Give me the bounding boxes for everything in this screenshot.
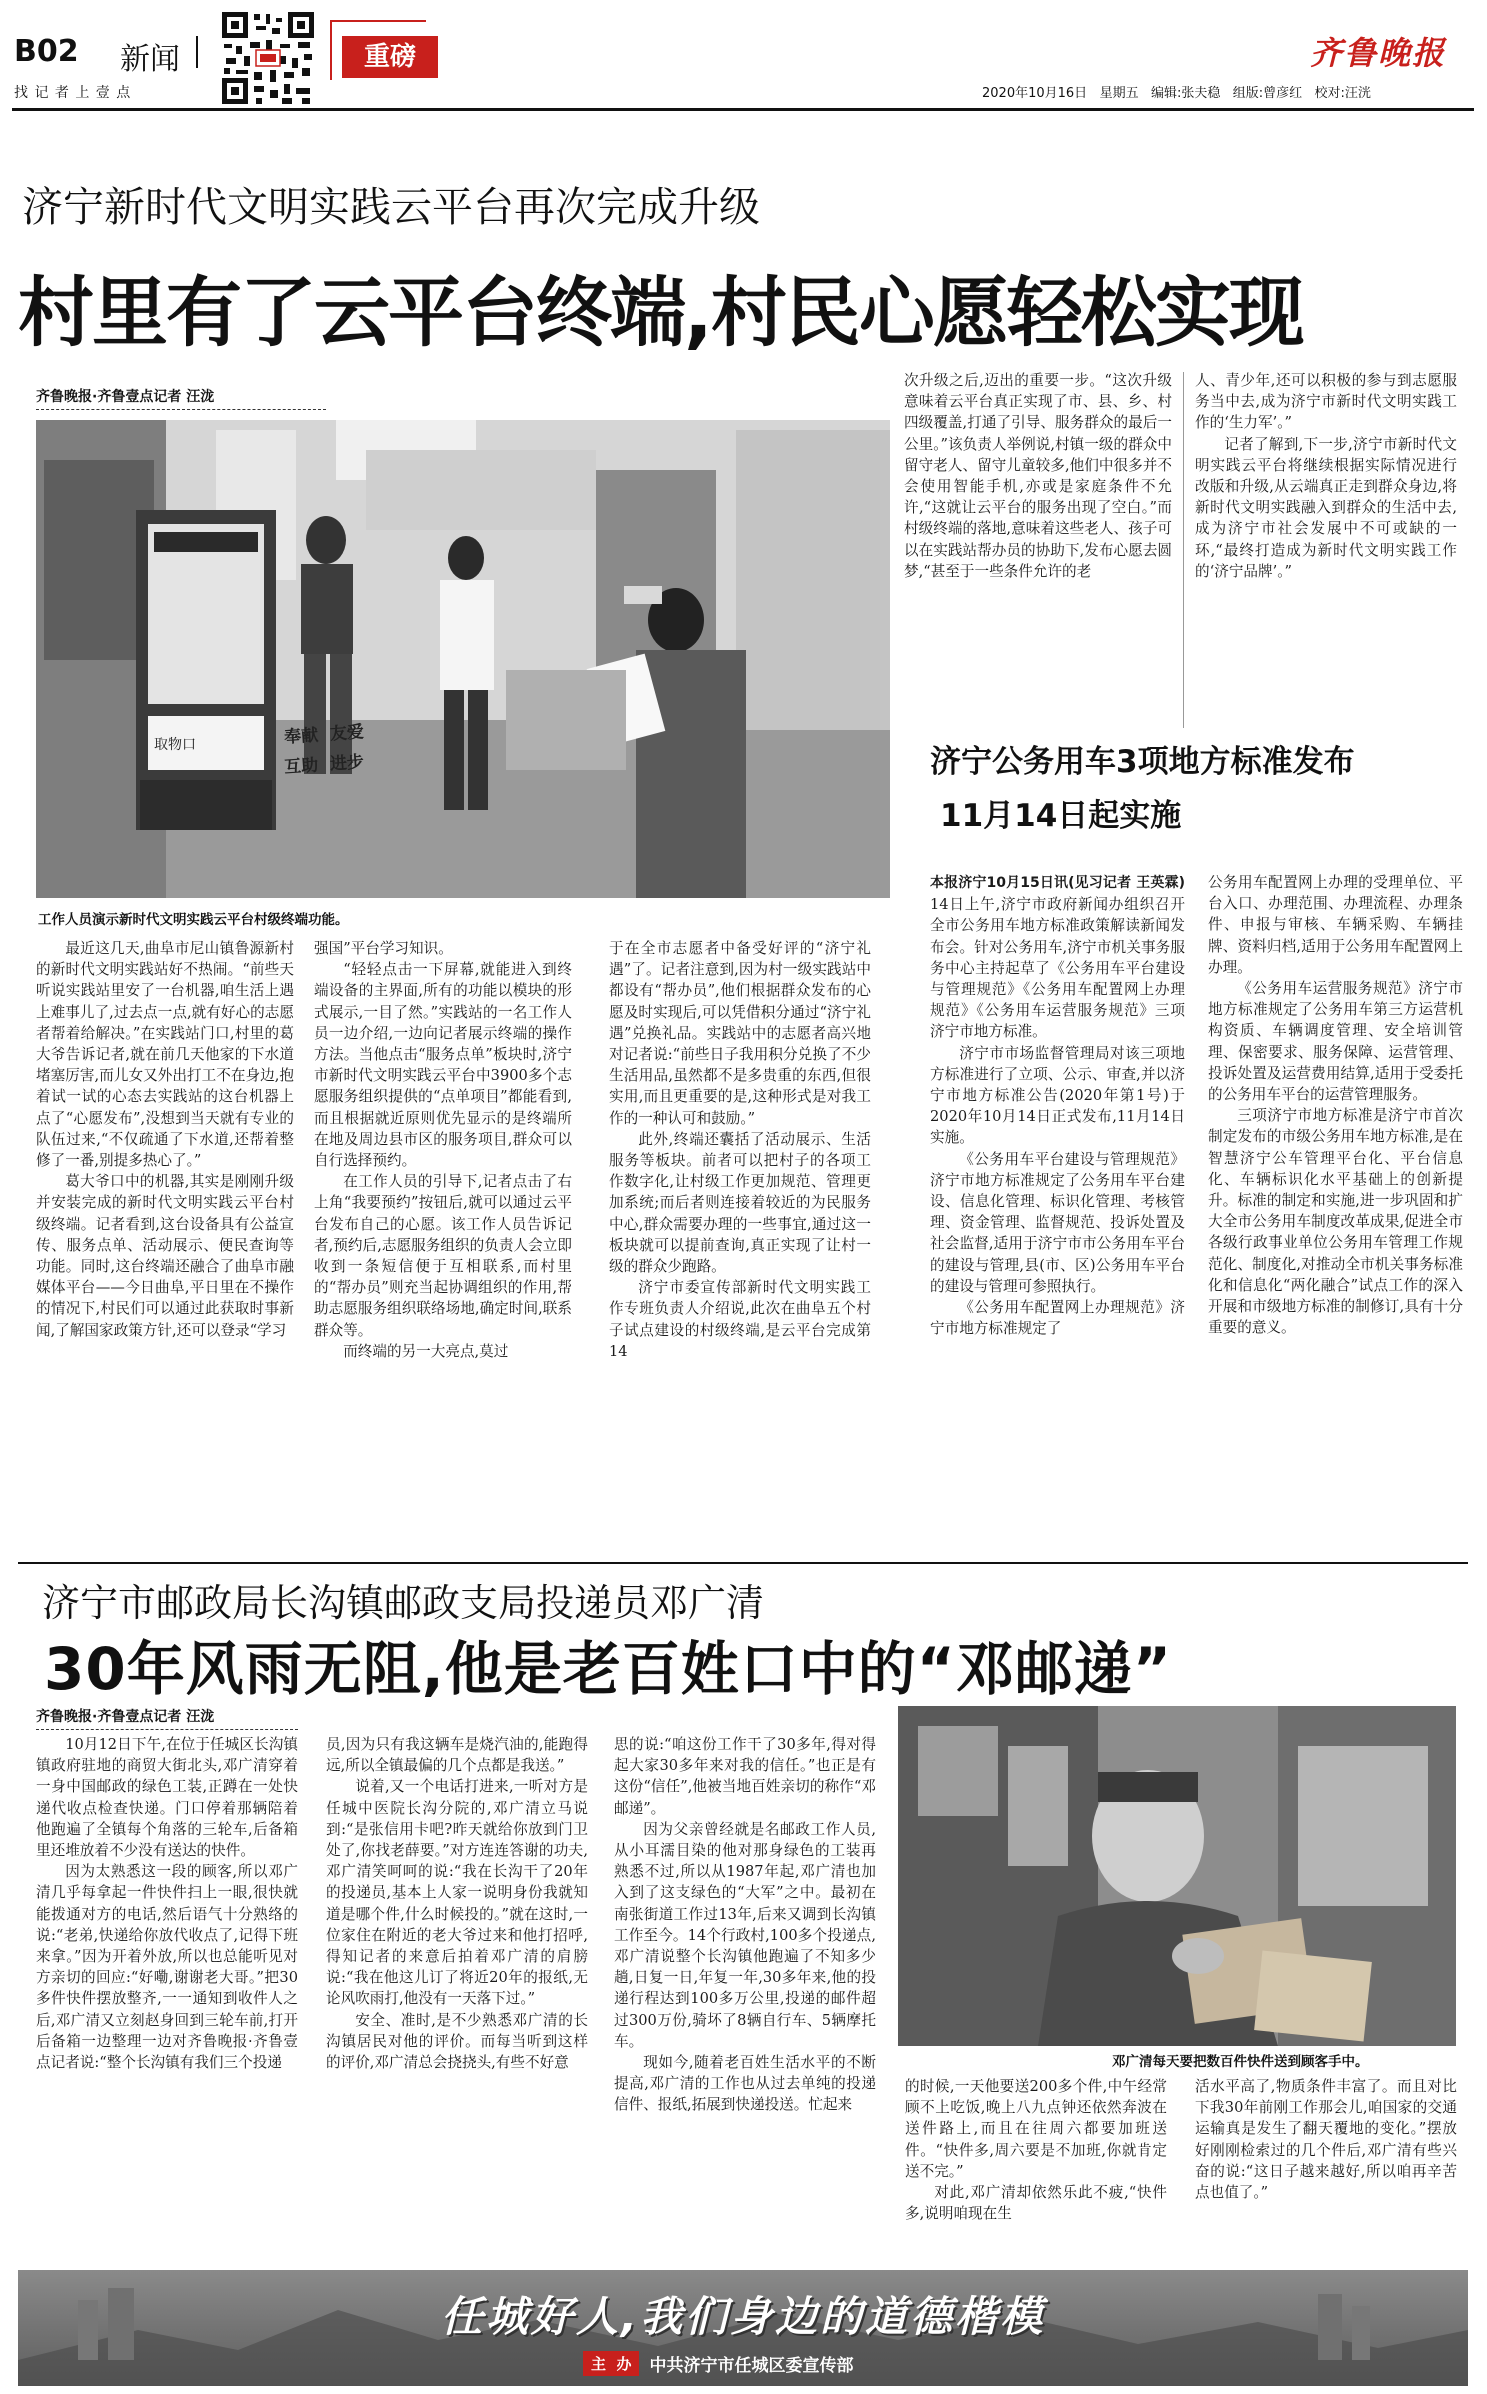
article2-col2-p3: 三项济宁市地方标准是济宁市首次制定发布的市级公务用车地方标准,是在智慧济宁公车管理平台化、平台信息化、车辆标识化水平基础上的创新提升。标准的制定和实施,进一步巩固和扩大全市公务用车制度改革成果,促进全市各级行政事业单位公务用车管理工作规范化、制度化,对推动全市机关事务标准化和信息化“两化融合”试点工作的深入开展和市级地方标准的制修订,具有十分重要的意义。 bbox=[1208, 1107, 1463, 1337]
article1-col1-p2: 葛大爷口中的机器,其实是刚刚升级并安装完成的新时代文明实践云平台村级终端。记者看到,这台设备具有公益宣传、服务点单、活动展示、便民查询等功能。同时,这台终端还融合了曲阜市融媒体平台——今日曲阜,平日里在不操作的情况下,村民们可以通过此获取时事新闻,了解国家政策方针,还可以登录“学习 bbox=[36, 1173, 294, 1339]
article3-photo bbox=[898, 1706, 1456, 2046]
article1-col3-p2: 此外,终端还囊括了活动展示、生活服务等板块。前者可以把村子的各项工作数字化,让村级工作更加规范、管理更加系统;而后者则连接着较近的为民服务中心,群众需要办理的一些事宜,通过这一板块就可以提前查询,真正实现了让村一级的群众少跑路。 bbox=[609, 1130, 871, 1276]
article3-col1-p2: 因为太熟悉这一段的顾客,所以邓广清几乎每拿起一件快件扫上一眼,很快就能拨通对方的电话,然后语气十分熟络的说:“老弟,快递给你放代收点了,记得下班来拿。”因为开着外放,所以也总能听见对方亲切的回应:“好嘞,谢谢老大哥。”把30多件快件摆放整齐,一一通知到收件人之后,邓广清又立刻赵身回到三轮车前,打开后备箱一边整理一边对齐鲁晚报·齐鲁壹点记者说:“整个长沟镇有我们三个投递 bbox=[36, 1863, 298, 2072]
article1-right-col2 bbox=[1195, 370, 1457, 732]
article3-col1 bbox=[36, 1734, 298, 2254]
page-number: B02 bbox=[14, 34, 79, 69]
section-name: 新闻 bbox=[120, 42, 180, 77]
article3-photo-caption: 邓广清每天要把数百件快件送到顾客手中。 bbox=[1112, 2054, 1369, 2070]
article2-lead bbox=[930, 872, 1185, 1043]
article3-col5 bbox=[1195, 2076, 1457, 2256]
article3-col2-p3: 安全、准时,是不少熟悉邓广清的长沟镇居民对他的评价。而每当听到这样的评价,邓广清总会挠挠头,有些不好意 bbox=[326, 2011, 588, 2072]
article1-col3-p3: 济宁市委宣传部新时代文明实践工作专班负责人介绍说,此次在曲阜五个村子试点建设的村级终端,是云平台完成第14 bbox=[609, 1279, 871, 1360]
article1-photo bbox=[36, 420, 890, 898]
article1-col3 bbox=[609, 938, 871, 1558]
article2-col2-p1: 公务用车配置网上办理的受理单位、平台入口、办理范围、办理流程、办理条件、申报与审核、车辆采购、车辆挂牌、资料归档,适用于公务用车配置网上办理。 bbox=[1208, 874, 1463, 976]
kiosk-slot-label: 取物口 bbox=[154, 737, 196, 753]
column-divider bbox=[1183, 372, 1184, 728]
article1-headline: 村里有了云平台终端,村民心愿轻松实现 bbox=[18, 268, 1303, 357]
kiosk-sign-1: 奉献 友爱 bbox=[283, 722, 365, 748]
article1-col2-p1: 强国”平台学习知识。 bbox=[314, 940, 453, 957]
article1-col2-p3: 在工作人员的引导下,记者点击了右上角“我要预约”按钮后,就可以通过云平台发布自己的心愿。该工作人员告诉记者,预约后,志愿服务组织的负责人会立即收到一条短信便于互相联系,而村里的“帮办员”则充当起协调组织的作用,帮助志愿服务组织联络场地,确定时间,联系群众等。 bbox=[314, 1173, 572, 1339]
sponsor-name: 中共济宁市任城区委宣传部 bbox=[649, 2355, 854, 2376]
article1-col3-p1: 于在全市志愿者中备受好评的“济宁礼遇”了。记者注意到,因为村一级实践站中都设有“帮办员”,他们根据群众发布的心愿及时实现后,可以凭借积分通过“济宁礼遇”兑换礼品。实践站中的志愿者高兴地对记者说:“前些日子我用积分兑换了不少生活用品,虽然都不是多贵重的东西,但很实用,而且更重要的是,这种形式是对我工作的一种认可和鼓励。” bbox=[609, 940, 871, 1127]
article3-col2-p1: 员,因为只有我这辆车是烧汽油的,能跑得远,所以全镇最偏的几个点都是我送。” bbox=[326, 1736, 588, 1775]
article3-col5-p1: 活水平高了,物质条件丰富了。而且对比下我30年前刚工作那会儿,咱国家的交通运输真是发生了翻天覆地的变化。”摆放好刚刚检索过的几个件后,邓广清有些兴奋的说:“这日子越来越好,所以咱再辛苦点也值了。” bbox=[1195, 2078, 1457, 2202]
article1-right-col2-p1: 人、青少年,还可以积极的参与到志愿服务当中去,成为济宁市新时代文明实践工作的‘生力军’。” bbox=[1195, 372, 1457, 432]
article1-photo-caption: 工作人员演示新时代文明实践云平台村级终端功能。 bbox=[38, 912, 349, 928]
section-divider bbox=[18, 1562, 1468, 1564]
article1-kicker: 济宁新时代文明实践云平台再次完成升级 bbox=[22, 183, 760, 231]
article3-col4 bbox=[905, 2076, 1167, 2256]
masthead-slogan: 找 记 者 上 壹 点 bbox=[14, 85, 132, 101]
article2-col1-p1: 14日上午,济宁市政府新闻办组织召开全市公务用车地方标准政策解读新闻发布会。针对公务用车,济宁市机关事务服务中心主持起草了《公务用车平台建设与管理规范》《公务用车配置网上办理规范》《公务用车运营服务规范》三项济宁市地方标准。 bbox=[930, 896, 1185, 1041]
masthead bbox=[0, 0, 1487, 112]
kiosk-sign-2: 互助 进步 bbox=[283, 752, 365, 778]
article3-col3-p3: 现如今,随着老百姓生活水平的不断提高,邓广清的工作也从过去单纯的投递信件、报纸,拓展到快递投送。忙起来 bbox=[614, 2054, 876, 2114]
article3-col4-p2: 对此,邓广清却依然乐此不疲,“快件多,说明咱现在生 bbox=[905, 2184, 1167, 2223]
article3-col2 bbox=[326, 1734, 588, 2254]
footer-banner-title: 任城好人,我们身边的道德楷模 bbox=[441, 2292, 1045, 2341]
article2-col2 bbox=[1208, 872, 1463, 1558]
qr-code-icon[interactable] bbox=[220, 10, 316, 106]
masthead-divider bbox=[196, 36, 198, 68]
article2-dateline: 本报济宁10月15日讯(见习记者 王英霖) bbox=[930, 875, 1185, 891]
article3-col1-p1: 10月12日下午,在位于任城区长沟镇镇政府驻地的商贸大街北头,邓广清穿着一身中国邮政的绿色工装,正蹲在一处快递代收点检查快递。门口停着那辆陪着他跑遍了全镇每个角落的三轮车,后备箱里还堆放着不少没有送达的快件。 bbox=[36, 1736, 298, 1860]
article3-col3 bbox=[614, 1734, 876, 2254]
article3-col3-p2: 因为父亲曾经就是名邮政工作人员,从小耳濡目染的他对那身绿色的工装再熟悉不过,所以从1987年起,邓广清也加入到了这支绿色的“大军”之中。最初在南张街道工作过13年,后来又调到长沟镇工作至今。14个行政村,100多个投递点,邓广清说整个长沟镇他跑遍了不知多少趟,日复一日,年复一年,30多年来,他的投递行程达到100多万公里,投递的邮件超过300万份,骑坏了8辆自行车、5辆摩托车。 bbox=[614, 1820, 876, 2050]
sponsor-label: 主 办 bbox=[583, 2351, 639, 2376]
article3-col2-p2: 说着,又一个电话打进来,一听对方是任城中医院长沟分院的,邓广清立马说到:“是张信用卡吧?昨天就给你放到门卫处了,你找老薛要。”对方连连答谢的功夫,邓广清笑呵呵的说:“我在长沟干了20年的投递员,基本上人家一说明身份我就知道是哪个件,什么时候投的。”就在这时,一位家住在附近的老大爷过来和他打招呼,得知记者的来意后拍着邓广清的肩膀说:“我在他这儿订了将近20年的报纸,无论风吹雨打,他没有一天落下过。” bbox=[326, 1778, 588, 2008]
feature-tag: 重磅 bbox=[342, 36, 438, 78]
article1-right-col1: 次升级之后,迈出的重要一步。“这次升级意味着云平台真正实现了市、县、乡、村四级覆盖,打通了引导、服务群众的最后一公里。”该负责人举例说,村镇一级的群众中留守老人、留守儿童较多,他们中很多并不会使用智能手机,亦或是家庭条件不允许,“这就让云平台的服务出现了空白。”而村级终端的落地,意味着这些老人、孩子可以在实践站帮办员的协助下,发布心愿去圆梦,“甚至于一些条件允许的老 bbox=[904, 372, 1172, 580]
masthead-rule bbox=[12, 108, 1474, 111]
article1-col1 bbox=[36, 938, 294, 1558]
sponsor-line bbox=[583, 2350, 853, 2376]
article1-right-col2-p2: 记者了解到,下一步,济宁市新时代文明实践云平台将继续根据实际情况进行改版和升级,从云端真正走到群众身边,将新时代文明实践融入到群众的生活中去,成为济宁市社会发展中不可或缺的一环,“最终打造成为新时代文明实践工作的‘济宁品牌’。” bbox=[1195, 435, 1457, 580]
article1-col2 bbox=[314, 938, 572, 1558]
article2-headline-line1: 济宁公务用车3项地方标准发布 bbox=[930, 744, 1355, 780]
article1-col2-p2: “轻轻点击一下屏幕,就能进入到终端设备的主界面,所有的功能以模块的形式展示,一目了然。”实践站的一名工作人员一边介绍,一边向记者展示终端的操作方法。当他点击“服务点单”板块时,济宁市新时代文明实践云平台中3900多个志愿服务组织提供的“点单项目”都能看到,而且根据就近原则优先显示的是终端所在地及周边县市区的服务项目,群众可以自行选择预约。 bbox=[314, 961, 572, 1170]
article3-kicker: 济宁市邮政局长沟镇邮政支局投递员邓广清 bbox=[42, 1581, 765, 1625]
article3-col3-p1: 思的说:“咱这份工作干了30多年,得对得起大家30多年来对我的信任。”也正是有这份“信任”,他被当地百姓亲切的称作“邓邮递”。 bbox=[614, 1736, 876, 1817]
article1-byline: 齐鲁晚报·齐鲁壹点记者 汪泷 bbox=[36, 386, 326, 410]
article2-headline-line2: 11月14日起实施 bbox=[940, 798, 1182, 834]
article2-col1-p2: 济宁市市场监督管理局对该三项地方标准进行了立项、公示、审查,并以济宁市地方标准公告(2020年第1号)于2020年10月14日正式发布,11月14日实施。 bbox=[930, 1044, 1185, 1147]
article2-col1-p4: 《公务用车配置网上办理规范》济宁市地方标准规定了 bbox=[930, 1299, 1185, 1338]
article2-col1-p3: 《公务用车平台建设与管理规范》济宁市地方标准规定了公务用车平台建设、信息化管理、标识化管理、考核管理、资金管理、监督规范、投诉处置及社会监督,适用于济宁市市公务用车平台的建设与管理,县(市、区)公务用车平台的建设与管理可参照执行。 bbox=[930, 1150, 1185, 1295]
article2-col2-p2: 《公务用车运营服务规范》济宁市地方标准规定了公务用车第三方运营机构资质、车辆调度管理、安全培训管理、保密要求、服务保障、运营管理、投诉处置及运营费用结算,适用于受委托的公务用车平台的运营管理服务。 bbox=[1208, 980, 1463, 1104]
article1-col2-p4: 而终端的另一大亮点,莫过 bbox=[343, 1342, 509, 1360]
article3-byline: 齐鲁晚报·齐鲁壹点记者 汪泷 bbox=[36, 1706, 298, 1730]
issue-meta: 2020年10月16日 星期五 编辑:张夫稳 组版:曾彦红 校对:汪洸 bbox=[982, 86, 1371, 101]
article1-col1-p1: 最近这几天,曲阜市尼山镇鲁源新村的新时代文明实践站好不热闹。“前些天听说实践站里安了一台机器,咱生活上遇上难事儿了,过去点一点,就有好心的志愿者帮着给解决。”在实践站门口,村里的葛大爷告诉记者,就在前几天他家的下水道堵塞厉害,而儿女又外出打工不在身边,抱着试一试的心态去实践站的这台机器上点了“心愿发布”,没想到当天就有专业的队伍过来,“不仅疏通了下水道,还帮着整修了一番,别提多热心了。” bbox=[36, 940, 294, 1170]
article3-col4-p1: 的时候,一天他要送200多个件,中午经常顾不上吃饭,晚上八九点钟还依然奔波在送件路上,而且在往周六都要加班送件。“快件多,周六要是不加班,你就肯定送不完。” bbox=[905, 2078, 1167, 2180]
newspaper-logo: 齐鲁晚报 bbox=[1310, 34, 1447, 72]
article3-headline: 30年风雨无阻,他是老百姓口中的“邓邮递” bbox=[44, 1635, 1172, 1703]
article2-col1 bbox=[930, 872, 1185, 1558]
footer-banner bbox=[18, 2270, 1468, 2386]
